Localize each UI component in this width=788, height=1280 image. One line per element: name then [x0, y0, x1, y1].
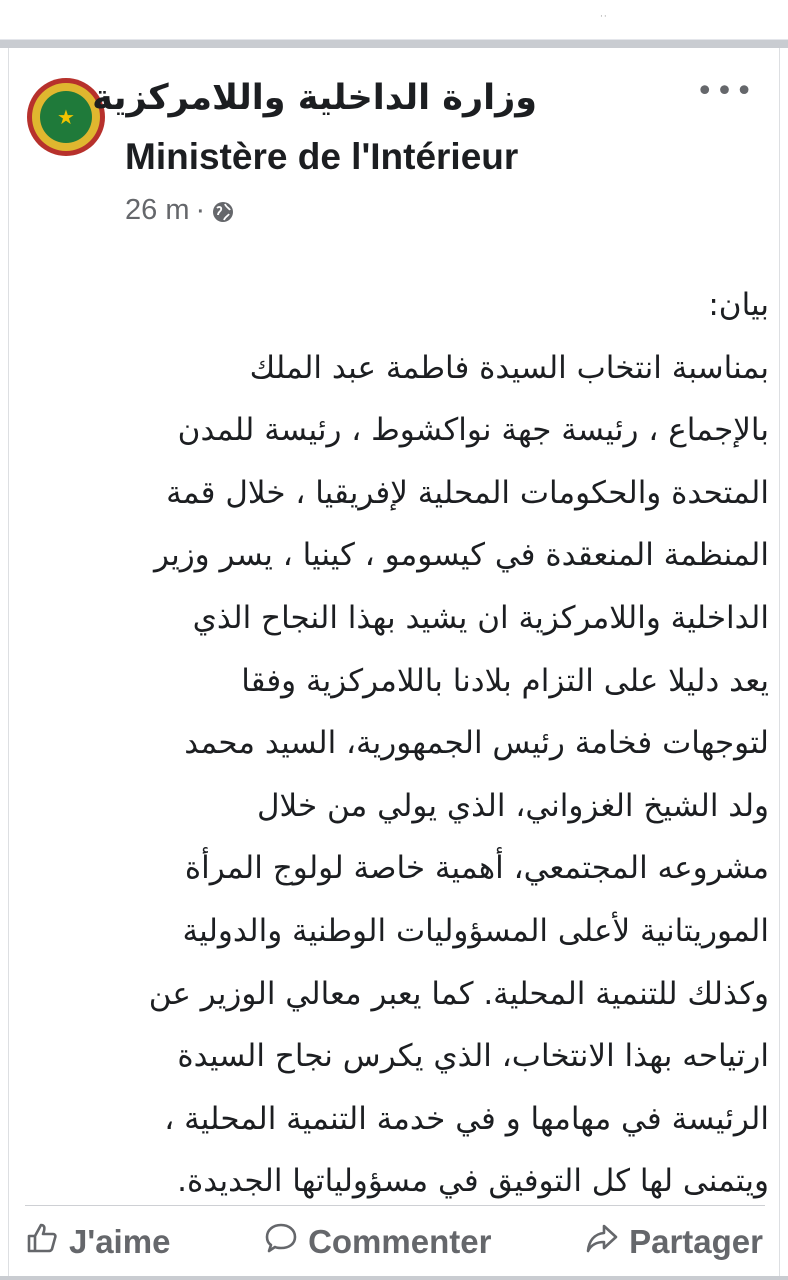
share-label: Partager: [629, 1223, 763, 1260]
post-meta: [125, 194, 235, 227]
thumbs-up-icon: [25, 1221, 59, 1263]
actions-divider: [25, 1205, 765, 1206]
post-line: الرئيسة في مهامها و في خدمة التنمية المحلية ،: [164, 1100, 769, 1137]
meta-separator: ·: [195, 194, 206, 226]
post-line: يعد دليلا على التزام بلادنا باللامركزية وفقا: [241, 662, 769, 699]
post-line: لتوجهات فخامة رئيس الجمهورية، السيد محمد: [184, 725, 769, 762]
post-line: المنظمة المنعقدة في كيسومو ، كينيا ، يسر وزير: [153, 537, 769, 574]
globe-icon: [211, 199, 235, 223]
comment-label: Commenter: [308, 1223, 492, 1260]
feed-separator: [0, 40, 788, 48]
post-line: ولد الشيخ الغزواني، الذي يولي من خلال: [257, 787, 769, 824]
avatar-seal-ring: [32, 83, 100, 151]
bottom-edge: [0, 1276, 788, 1280]
comment-bubble-icon: [264, 1221, 298, 1263]
post-line: ويتمنى لها كل التوفيق في مسؤولياتها الجديدة.: [177, 1163, 769, 1200]
post-card: [8, 48, 780, 1280]
post-actions-bar: [9, 1210, 781, 1274]
post-line: ارتياحه بهذا الانتخاب، الذي يكرس نجاح السيدة: [177, 1038, 769, 1075]
author-name-french[interactable]: Ministère de l'Intérieur: [125, 136, 519, 177]
like-label: J'aime: [69, 1223, 171, 1260]
like-button[interactable]: [25, 1221, 170, 1263]
post-line: الداخلية واللامركزية ان يشيد بهذا النجاح الذي: [192, 599, 769, 636]
more-options-icon[interactable]: •••: [695, 74, 755, 109]
post-line: بمناسبة انتخاب السيدة فاطمة عبد الملك: [249, 349, 769, 386]
top-strip: [0, 0, 788, 40]
share-arrow-icon: [585, 1221, 619, 1263]
post-line: بيان:: [708, 287, 769, 323]
post-line: مشروعه المجتمعي، أهمية خاصة لولوج المرأة: [184, 850, 769, 887]
avatar-star-icon: ★: [40, 91, 92, 143]
comment-button[interactable]: [264, 1221, 491, 1263]
share-button[interactable]: [585, 1221, 763, 1263]
post-line: المتحدة والحكومات المحلية لإفريقيا ، خلال قمة: [166, 474, 769, 511]
author-name-arabic[interactable]: وزارة الداخلية واللامركزية: [92, 78, 537, 118]
post-line: بالإجماع ، رئيسة جهة نواكشوط ، رئيسة للمدن: [177, 412, 769, 449]
post-line: وكذلك للتنمية المحلية. كما يعبر معالي الوزير عن: [148, 975, 769, 1012]
post-body: [39, 274, 769, 1213]
top-strip-dots: ··: [600, 12, 608, 22]
post-timestamp[interactable]: 26 m: [125, 194, 190, 226]
post-line: الموريتانية لأعلى المسؤوليات الوطنية والدولية: [182, 912, 769, 949]
